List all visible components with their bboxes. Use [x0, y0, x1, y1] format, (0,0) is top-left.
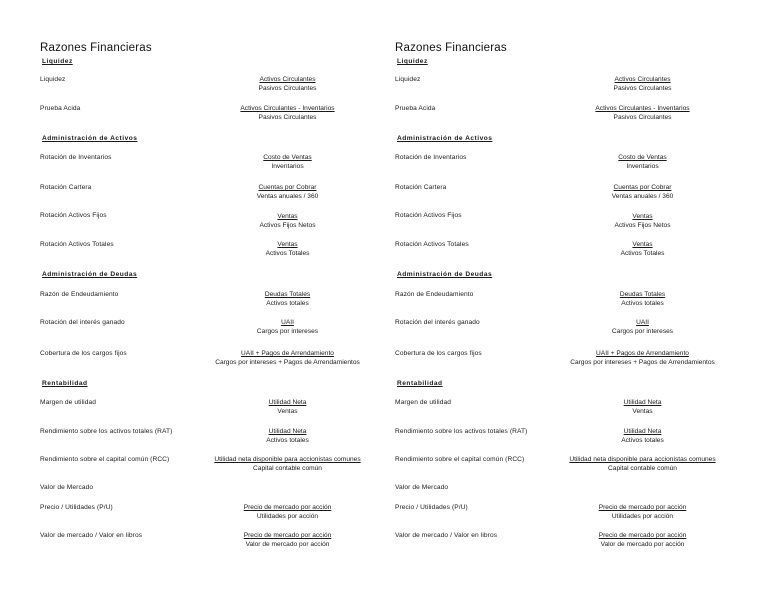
row-label-liquidez: Liquidez	[40, 76, 66, 83]
row-label-rcc: Rendimiento sobre el capital común (RCC)	[395, 456, 525, 463]
formula-denominator: Valor de mercado por acción	[600, 541, 685, 548]
formula-margen-utilidad	[200, 398, 375, 416]
formula-numerator: Utilidad Neta	[268, 399, 307, 406]
row-label-margen-utilidad: Margen de utilidad	[395, 399, 452, 406]
formula-denominator: Ventas	[277, 408, 298, 415]
row-label-rat: Rendimiento sobre los activos totales (RAT)	[395, 428, 528, 435]
formula-valor-libros	[200, 531, 375, 549]
section-heading-activos: Administración de Activos	[42, 135, 138, 142]
row-label-rotacion-activos-totales: Rotación Activos Totales	[40, 241, 114, 248]
formula-numerator: Utilidad neta disponible para accionistas comunes	[569, 456, 716, 463]
row-label-rotacion-inventarios: Rotación de Inventarios	[40, 154, 112, 161]
row-label-cobertura-cargos-fijos: Cobertura de los cargos fijos	[395, 350, 482, 357]
formula-denominator: Activos Fijos Netos	[259, 222, 316, 229]
row-label-rotacion-activos-fijos: Rotación Activos Fijos	[395, 212, 462, 219]
formula-rotacion-cartera	[555, 183, 730, 201]
formula-denominator: Activos Totales	[620, 250, 665, 257]
formula-denominator: Pasivos Circulantes	[258, 85, 317, 92]
formula-rotacion-cartera	[200, 183, 375, 201]
formula-numerator: Utilidad Neta	[623, 399, 662, 406]
formula-denominator: Cargos por intereses	[256, 328, 319, 335]
formula-denominator: Cargos por intereses + Pagos de Arrendamientos	[215, 359, 360, 366]
formula-numerator: Ventas	[632, 213, 653, 220]
row-label-valor-mercado: Valor de Mercado	[40, 484, 94, 491]
row-label-rotacion-activos-totales: Rotación Activos Totales	[395, 241, 469, 248]
formula-rotacion-activos-fijos	[200, 212, 375, 230]
formula-valor-libros	[555, 531, 730, 549]
row-label-rcc: Rendimiento sobre el capital común (RCC)	[40, 456, 170, 463]
formula-prueba-acida	[200, 104, 375, 122]
formula-numerator: Activos Circulantes - Inventarios	[595, 105, 690, 112]
section-heading-rentabilidad: Rentabilidad	[397, 380, 443, 387]
formula-rat	[555, 427, 730, 445]
formula-margen-utilidad	[555, 398, 730, 416]
formula-rcc	[190, 455, 385, 473]
section-heading-deudas: Administración de Deudas	[42, 271, 138, 278]
page-left	[40, 0, 385, 594]
row-label-prueba-acida: Prueba Acida	[395, 105, 436, 112]
page-title: Razones Financieras	[40, 42, 152, 54]
formula-denominator: Cargos por intereses	[611, 328, 674, 335]
formula-denominator: Capital contable común	[253, 465, 322, 472]
formula-rotacion-activos-fijos	[555, 212, 730, 230]
formula-numerator: Activos Circulantes	[259, 76, 316, 83]
row-label-interes-ganado: Rotación del interés ganado	[395, 319, 480, 326]
formula-interes-ganado	[200, 318, 375, 336]
formula-rotacion-activos-totales	[200, 240, 375, 258]
formula-denominator: Cargos por intereses + Pagos de Arrendamientos	[570, 359, 715, 366]
formula-numerator: Cuentas por Cobrar	[613, 184, 672, 191]
formula-liquidez	[200, 75, 375, 93]
formula-numerator: Deudas Totales	[264, 291, 311, 298]
formula-numerator: Utilidad Neta	[623, 428, 662, 435]
row-label-margen-utilidad: Margen de utilidad	[40, 399, 97, 406]
formula-numerator: Utilidad Neta	[268, 428, 307, 435]
row-label-valor-libros: Valor de mercado / Valor en libros	[395, 532, 498, 539]
page-title: Razones Financieras	[395, 42, 507, 54]
formula-cobertura-cargos-fijos	[190, 349, 385, 367]
formula-prueba-acida	[555, 104, 730, 122]
formula-numerator: Cuentas por Cobrar	[258, 184, 317, 191]
formula-denominator: Capital contable común	[608, 465, 677, 472]
formula-numerator: Costo de Ventas	[263, 154, 312, 161]
section-heading-liquidez: Liquidez	[42, 58, 73, 65]
row-label-liquidez: Liquidez	[395, 76, 421, 83]
formula-denominator: Activos totales	[621, 437, 664, 444]
formula-denominator: Pasivos Circulantes	[613, 85, 672, 92]
formula-numerator: Precio de mercado por acción	[243, 532, 332, 539]
formula-denominator: Activos Fijos Netos	[614, 222, 671, 229]
formula-denominator: Inventarios	[626, 163, 659, 170]
formula-rat	[200, 427, 375, 445]
formula-numerator: Ventas	[277, 213, 298, 220]
formula-razon-endeudamiento	[555, 290, 730, 308]
formula-interes-ganado	[555, 318, 730, 336]
formula-liquidez	[555, 75, 730, 93]
formula-numerator: UAII	[281, 319, 294, 326]
formula-numerator: Precio de mercado por acción	[598, 532, 687, 539]
formula-numerator: UAII + Pagos de Arrendamiento	[241, 350, 334, 357]
formula-rcc	[545, 455, 740, 473]
row-label-interes-ganado: Rotación del interés ganado	[40, 319, 125, 326]
formula-denominator: Utilidades por acción	[256, 513, 319, 520]
row-label-rotacion-activos-fijos: Rotación Activos Fijos	[40, 212, 107, 219]
formula-numerator: Precio de mercado por acción	[243, 504, 332, 511]
formula-denominator: Activos totales	[266, 437, 309, 444]
formula-numerator: UAII + Pagos de Arrendamiento	[596, 350, 689, 357]
formula-numerator: Activos Circulantes - Inventarios	[240, 105, 335, 112]
row-label-valor-mercado: Valor de Mercado	[395, 484, 449, 491]
formula-rotacion-activos-totales	[555, 240, 730, 258]
section-heading-liquidez: Liquidez	[397, 58, 428, 65]
formula-denominator: Activos Totales	[265, 250, 310, 257]
formula-numerator: UAII	[636, 319, 649, 326]
row-label-prueba-acida: Prueba Acida	[40, 105, 81, 112]
formula-precio-utilidades	[555, 503, 730, 521]
section-heading-rentabilidad: Rentabilidad	[42, 380, 88, 387]
row-label-rotacion-inventarios: Rotación de Inventarios	[395, 154, 467, 161]
formula-numerator: Precio de mercado por acción	[598, 504, 687, 511]
formula-denominator: Pasivos Circulantes	[258, 114, 317, 121]
row-label-razon-endeudamiento: Razón de Endeudamiento	[40, 291, 119, 298]
formula-denominator: Ventas anuales / 360	[256, 193, 319, 200]
formula-denominator: Ventas anuales / 360	[611, 193, 674, 200]
row-label-valor-libros: Valor de mercado / Valor en libros	[40, 532, 143, 539]
formula-denominator: Ventas	[632, 408, 653, 415]
formula-numerator: Utilidad neta disponible para accionistas comunes	[214, 456, 361, 463]
formula-cobertura-cargos-fijos	[545, 349, 740, 367]
formula-numerator: Activos Circulantes	[614, 76, 671, 83]
row-label-razon-endeudamiento: Razón de Endeudamiento	[395, 291, 474, 298]
formula-denominator: Activos totales	[621, 300, 664, 307]
formula-rotacion-inventarios	[200, 153, 375, 171]
formula-denominator: Utilidades por acción	[611, 513, 674, 520]
formula-denominator: Valor de mercado por acción	[245, 541, 330, 548]
row-label-cobertura-cargos-fijos: Cobertura de los cargos fijos	[40, 350, 127, 357]
formula-denominator: Inventarios	[271, 163, 304, 170]
formula-rotacion-inventarios	[555, 153, 730, 171]
row-label-rotacion-cartera: Rotación Cartera	[395, 184, 447, 191]
section-heading-deudas: Administración de Deudas	[397, 271, 493, 278]
formula-denominator: Activos totales	[266, 300, 309, 307]
row-label-rat: Rendimiento sobre los activos totales (RAT)	[40, 428, 173, 435]
row-label-precio-utilidades: Precio / Utilidades (P/U)	[40, 504, 113, 511]
formula-numerator: Ventas	[632, 241, 653, 248]
formula-razon-endeudamiento	[200, 290, 375, 308]
formula-numerator: Costo de Ventas	[618, 154, 667, 161]
formula-numerator: Deudas Totales	[619, 291, 666, 298]
formula-numerator: Ventas	[277, 241, 298, 248]
formula-precio-utilidades	[200, 503, 375, 521]
row-label-precio-utilidades: Precio / Utilidades (P/U)	[395, 504, 468, 511]
formula-denominator: Pasivos Circulantes	[613, 114, 672, 121]
row-label-rotacion-cartera: Rotación Cartera	[40, 184, 92, 191]
section-heading-activos: Administración de Activos	[397, 135, 493, 142]
page-right	[395, 0, 740, 594]
